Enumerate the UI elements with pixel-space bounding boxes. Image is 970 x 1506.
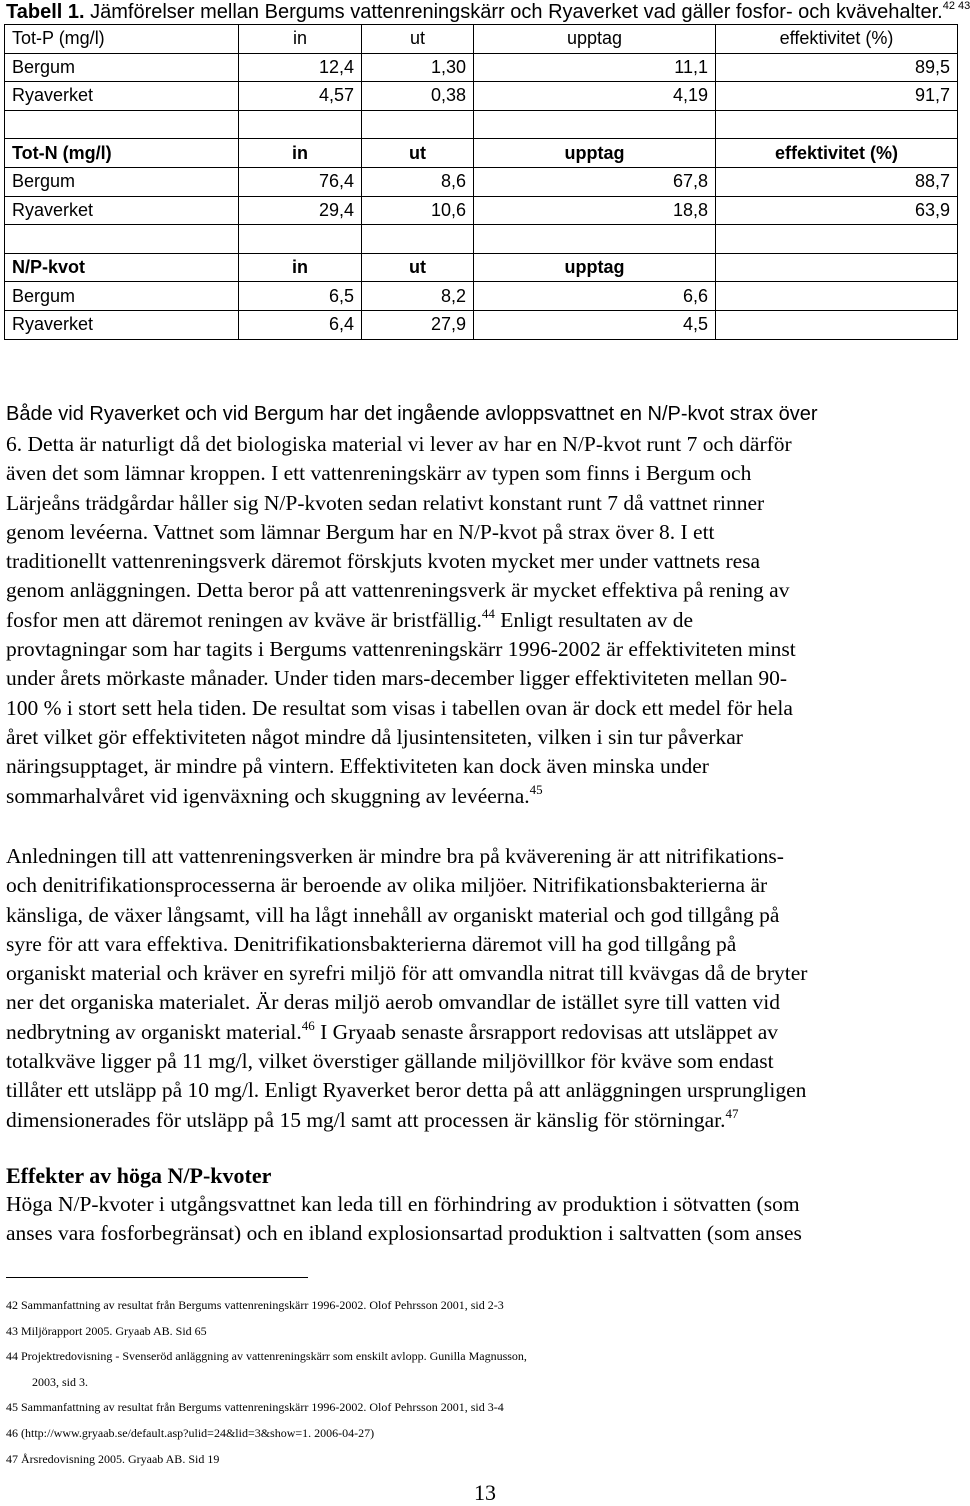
table-cell: Ryaverket (5, 82, 239, 111)
table-cell (716, 282, 958, 311)
text-line: genom levéerna. Vattnet som lämnar Bergum har en N/P-kvot på strax över 8. I ett (6, 519, 715, 544)
table-cell: Bergum (5, 282, 239, 311)
text-line: under årets mörkaste månader. Under tiden mars-december ligger effektiviteten mellan 90- (6, 666, 788, 691)
table-row (5, 310, 958, 339)
text-fragment: nedbrytning av organiskt material. (6, 1019, 302, 1044)
table-cell: 27,9 (362, 310, 474, 339)
table-row (5, 167, 958, 196)
text-line: 6. Detta är naturligt då det biologiska material vi lever av har en N/P-kvot runt 7 och därför (6, 432, 792, 456)
table-header-cell: in (239, 139, 362, 168)
table-cell: 29,4 (239, 196, 362, 225)
table-caption-refs: 42 43 (942, 0, 970, 12)
table-cell: Ryaverket (5, 196, 239, 225)
body-paragraph-effects (6, 1190, 954, 1249)
footnote: 47 Årsredovisning 2005. Gryaab AB. Sid 19 (6, 1451, 220, 1466)
table-header-cell: in (239, 25, 362, 54)
table-cell: Ryaverket (5, 310, 239, 339)
table-caption (6, 0, 970, 24)
text-fragment: dimensionerades för utsläpp på 15 mg/l samt att processen är känslig för störningar. (6, 1107, 726, 1132)
table-cell: 18,8 (474, 196, 716, 225)
page-number: 13 (474, 1480, 496, 1505)
text-fragment: sommarhalvåret vid igenväxning och skuggning av levéerna. (6, 783, 530, 808)
table-row (5, 82, 958, 111)
text-line: tillåter ett utsläpp på 10 mg/l. Enligt Ryaverket beror detta på att anläggningen ursprungligen (6, 1078, 807, 1103)
table-header-cell: effektivitet (%) (716, 139, 958, 168)
table-cell: 4,57 (239, 82, 362, 111)
table-cell: 91,7 (716, 82, 958, 111)
footnote: 46 (http://www.gryaab.se/default.asp?ulid=24&lid=3&show=1. 2006-04-27) (6, 1425, 375, 1440)
footnote: 43 Miljörapport 2005. Gryaab AB. Sid 65 (6, 1323, 207, 1338)
text-line: näringsupptaget, är mindre på vintern. Effektiviteten kan dock även minska under (6, 754, 709, 779)
table-cell: 8,2 (362, 282, 474, 311)
table-cell: 89,5 (716, 53, 958, 82)
table-header-cell (716, 253, 958, 282)
table-cell: 88,7 (716, 167, 958, 196)
text-line: Höga N/P-kvoter i utgångsvattnet kan leda till en förhindring av produktion i sötvatten (som (6, 1192, 800, 1216)
text-line: känsliga, de växer långsamt, vill ha lågt innehåll av organiskt material och god tillgång på (6, 902, 780, 927)
text-line: syre för att vara effektiva. Denitrifikationsbakterierna däremot vill ha god tillgång på (6, 931, 737, 956)
table-header-cell: Tot-N (mg/l) (5, 139, 239, 168)
text-line: året vilket gör effektiviteten något mindre då ljusintensiteten, vilken i sin tur påverkar (6, 724, 743, 749)
body-paragraph-efficiency (6, 430, 954, 811)
table-header-cell: ut (362, 139, 474, 168)
footnotes (6, 1293, 954, 1472)
text-line: även det som lämnar kroppen. I ett vattenreningskärr av typen som finns i Bergum och (6, 461, 752, 486)
text-line: anses vara fosforbegränsat) och en ibland explosionsartad produktion i saltvatten (som anses (6, 1221, 802, 1246)
table-header-cell: upptag (474, 253, 716, 282)
body-paragraph-intro (6, 400, 951, 429)
footnote-ref: 46 (301, 1017, 315, 1033)
text-line: och denitrifikationsprocesserna är beroende av olika miljöer. Nitrifikationsbakterierna är (6, 873, 768, 898)
text-line: organiskt material och kräver en syrefri miljö för att omvandla nitrat till kvävgas då de bryter (6, 961, 808, 986)
table-header-cell: upptag (474, 25, 716, 54)
table-row (5, 282, 958, 311)
footnote: 44 Projektredovisning - Svenseröd anläggning av vattenreningskärr som enskilt avlopp. Gunilla Magnusson, (6, 1349, 527, 1364)
section-heading: Effekter av höga N/P-kvoter (6, 1163, 272, 1188)
table-header-cell: upptag (474, 139, 716, 168)
text-line: traditionellt vattenreningsverk däremot förskjuts kvoten mycket mer under vattnets resa (6, 549, 761, 574)
table-header-cell: effektivitet (%) (716, 25, 958, 54)
table-row (5, 196, 958, 225)
table-cell: 6,5 (239, 282, 362, 311)
text-line: Anledningen till att vattenreningsverken är mindre bra på kväverening är att nitrifikations- (6, 844, 784, 868)
table-cell: 8,6 (362, 167, 474, 196)
text-line: ner det organiska materialet. Är deras miljö aerob omvandlar de istället syre till vatten vid (6, 990, 780, 1015)
table-cell: Bergum (5, 167, 239, 196)
text-line (6, 782, 954, 811)
table-cell: 6,6 (474, 282, 716, 311)
body-paragraph-nitrogen (6, 842, 954, 1135)
table-header-cell: ut (362, 25, 474, 54)
table-cell: 12,4 (239, 53, 362, 82)
text-line: 100 % i stort sett hela tiden. De resultat som visas i tabellen ovan är dock ett medel för hela (6, 695, 793, 720)
table-spacer-row (5, 110, 958, 139)
text-line: Lärjeåns trädgårdar håller sig N/P-kvoten sedan relativt konstant runt 7 då vattnet rinner (6, 490, 765, 515)
text-line (6, 1106, 954, 1135)
text-line: Både vid Ryaverket och vid Bergum har det ingående avloppsvattnet en N/P-kvot strax över (6, 403, 818, 425)
table-cell (716, 310, 958, 339)
table-cell: Bergum (5, 53, 239, 82)
table-header-cell: Tot-P (mg/l) (5, 25, 239, 54)
table-header-row (5, 25, 958, 54)
footnote-ref: 45 (529, 781, 543, 797)
text-fragment: Enligt resultaten av de (494, 607, 694, 632)
text-line: provtagningar som har tagits i Bergums vattenreningskärr 1996-2002 är effektiviteten minst (6, 637, 796, 662)
table-cell: 67,8 (474, 167, 716, 196)
table-header-cell: N/P-kvot (5, 253, 239, 282)
table-cell: 1,30 (362, 53, 474, 82)
table-cell: 10,6 (362, 196, 474, 225)
footnote-separator (6, 1277, 308, 1278)
comparison-table (4, 24, 958, 340)
table-cell: 4,19 (474, 82, 716, 111)
footnote: 42 Sammanfattning av resultat från Bergums vattenreningskärr 1996-2002. Olof Pehrsson 2001, sid 2-3 (6, 1298, 504, 1312)
table-caption-label: Tabell 1. (6, 1, 85, 23)
footnote-ref: 44 (481, 605, 495, 621)
table-header-cell: in (239, 253, 362, 282)
table-header-row (5, 139, 958, 168)
table-cell: 0,38 (362, 82, 474, 111)
table-cell: 11,1 (474, 53, 716, 82)
text-fragment: I Gryaab senaste årsrapport redovisas att utsläppet av (314, 1019, 779, 1044)
table-caption-text: Jämförelser mellan Bergums vattenreningskärr och Ryaverket vad gäller fosfor- och kvävehalter. (84, 1, 943, 23)
text-fragment: fosfor men att däremot reningen av kväve är bristfällig. (6, 607, 482, 632)
text-line (6, 1018, 954, 1047)
footnote: 45 Sammanfattning av resultat från Bergums vattenreningskärr 1996-2002. Olof Pehrsson 2001, sid 3-4 (6, 1400, 504, 1415)
table-cell: 6,4 (239, 310, 362, 339)
footnote-ref: 47 (725, 1105, 739, 1121)
text-line (6, 606, 954, 635)
table-cell: 4,5 (474, 310, 716, 339)
table-cell: 76,4 (239, 167, 362, 196)
table-header-row (5, 253, 958, 282)
table-spacer-row (5, 225, 958, 254)
text-line: totalkväve ligger på 11 mg/l, vilket överstiger gällande miljövillkor för kväve som endast (6, 1049, 774, 1074)
table-cell: 63,9 (716, 196, 958, 225)
footnote-continuation: 2003, sid 3. (32, 1374, 89, 1389)
text-line: genom anläggningen. Detta beror på att vattenreningsverk är mycket effektiva på rening av (6, 578, 790, 603)
table-header-cell: ut (362, 253, 474, 282)
table-row (5, 53, 958, 82)
